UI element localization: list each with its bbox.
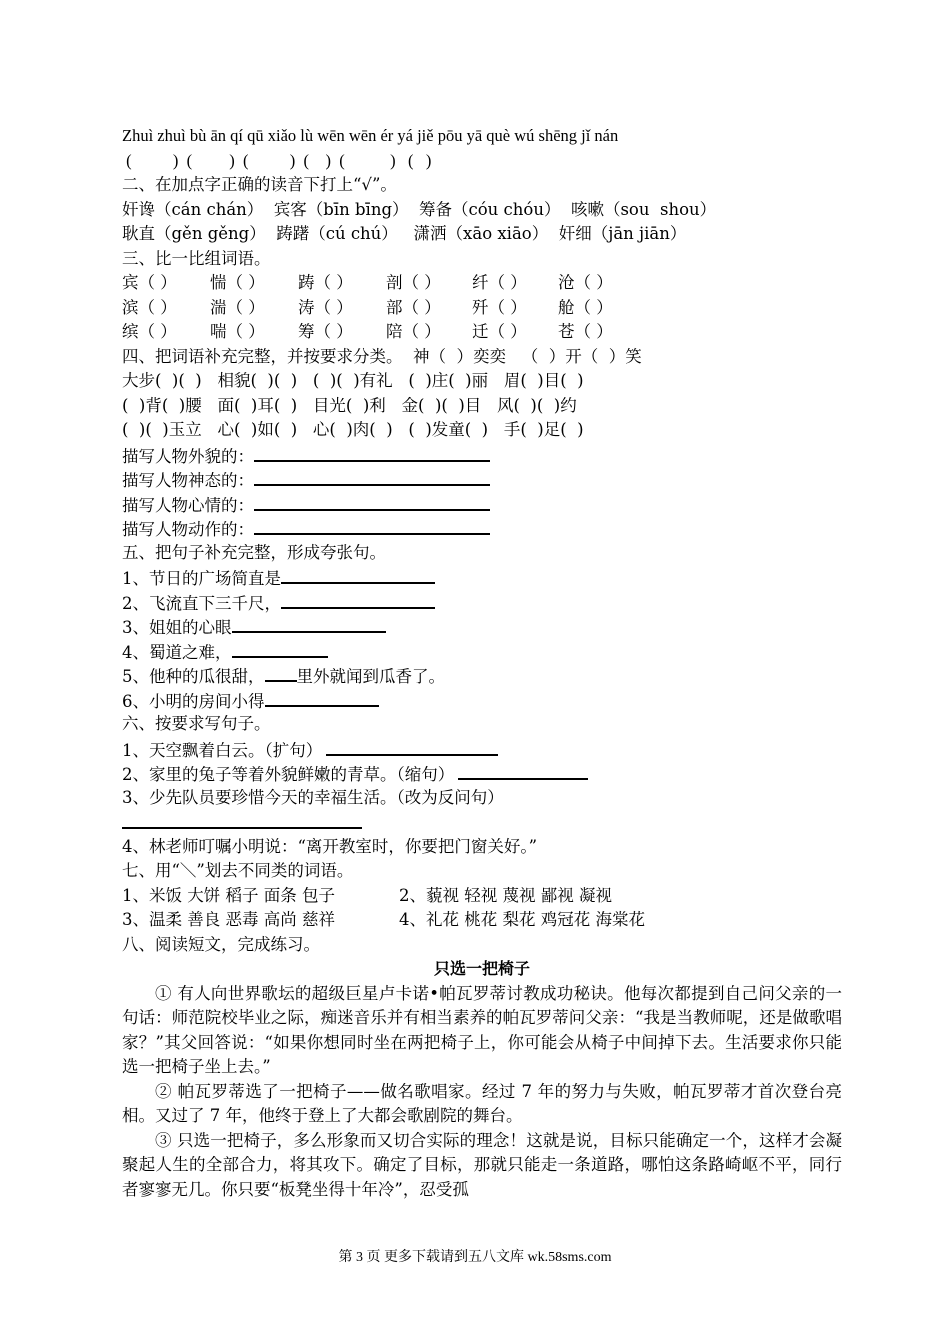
answer-blank[interactable] <box>254 492 490 511</box>
section4-heading: 四、把词语补充完整，并按要求分类。 神（ ）奕奕 （ ）开（ ）笑 <box>122 346 642 366</box>
classify-label: 描写人物神态的： <box>122 471 254 490</box>
exaggeration-item <box>122 565 842 590</box>
section3-row <box>122 296 842 321</box>
word-compare-cell: 筹（ ） <box>298 322 353 341</box>
answer-blank[interactable] <box>281 565 435 584</box>
item-text: 里外就闻到瓜香了。 <box>296 667 445 686</box>
odd-word-group: 2、藐视 轻视 蔑视 鄙视 凝视 <box>399 885 612 905</box>
section4-row2: ( )背( )腰 面( )耳( ) 目光( )利 金( )( )目 风( )( )约 <box>122 395 577 415</box>
rewrite-item: 3、少先队员要珍惜今天的幸福生活。（改为反问句） <box>122 787 504 807</box>
word-compare-cell: 迁（ ） <box>472 322 527 341</box>
item-text: 6、小明的房间小得 <box>122 691 265 711</box>
odd-word-row <box>122 908 842 933</box>
answer-blank[interactable] <box>232 614 386 633</box>
item-text: 3、姐姐的心眼 <box>122 618 232 637</box>
item-text: 2、飞流直下三千尺， <box>122 593 281 613</box>
word-compare-cell: 湍（ ） <box>210 297 265 317</box>
exaggeration-item <box>122 688 842 713</box>
odd-word-group: 4、礼花 桃花 梨花 鸡冠花 海棠花 <box>399 910 645 929</box>
word-compare-cell: 苍（ ） <box>558 322 613 341</box>
classify-appearance <box>122 443 842 468</box>
section2-row2: 耿直（gěn gěng） 踌躇（cú chú） 潇洒（xāo xiāo） 奸细（jān jiān） <box>122 224 687 243</box>
answer-blank[interactable] <box>232 639 328 658</box>
word-compare-cell: 滨（ ） <box>122 297 177 317</box>
pinyin-answer-brackets: ( ) ( ) ( ) ( ) ( ) ( ) <box>122 150 432 170</box>
answer-blank[interactable] <box>122 810 362 829</box>
section4-row1: 大步( )( ) 相貌( )( ) ( )( )有礼 ( )庄( )丽 眉( )目( ) <box>122 371 584 390</box>
exaggeration-item <box>122 614 842 639</box>
section3-heading: 三、比一比组词语。 <box>122 248 271 268</box>
item-text: 1、节日的广场简直是 <box>122 569 281 588</box>
word-compare-cell: 陪（ ） <box>386 322 441 341</box>
section2-row1: 奸谗（cán chán） 宾客（bīn bīng） 筹备（cóu chóu） 咳嗽（sou shou） <box>122 199 717 219</box>
section6-heading: 六、按要求写句子。 <box>122 714 271 733</box>
classify-label: 描写人物外貌的： <box>122 446 254 466</box>
word-compare-cell: 歼（ ） <box>472 297 527 317</box>
odd-word-group: 1、米饭 大饼 稻子 面条 包子 <box>122 885 335 905</box>
section3-row <box>122 320 842 345</box>
classify-action <box>122 516 842 541</box>
section2-heading: 二、在加点字正确的读音下打上“√”。 <box>122 175 397 194</box>
rewrite-item <box>122 761 842 786</box>
classify-label: 描写人物心情的： <box>122 495 254 515</box>
classify-expression <box>122 467 842 492</box>
item-text: 5、他种的瓜很甜， <box>122 667 265 686</box>
word-compare-cell: 喘（ ） <box>210 322 265 341</box>
passage-title: 只选一把椅子 <box>433 959 530 978</box>
section8-heading: 八、阅读短文，完成练习。 <box>122 934 320 954</box>
odd-word-group: 3、温柔 善良 恶毒 高尚 慈祥 <box>122 910 335 929</box>
answer-blank[interactable] <box>254 467 490 486</box>
answer-blank[interactable] <box>254 516 490 535</box>
passage-paragraph: ② 帕瓦罗蒂选了一把椅子——做名歌唱家。经过 7 年的努力与失败，帕瓦罗蒂才首次登台亮相。又过了 7 年，他终于登上了大都会歌剧院的舞台。 <box>122 1081 842 1125</box>
section4-row3: ( )( )玉立 心( )如( ) 心( )肉( ) ( )发童( ) 手( )足( ) <box>122 420 584 439</box>
odd-word-row <box>122 884 842 909</box>
word-compare-cell: 部（ ） <box>386 297 441 317</box>
answer-blank[interactable] <box>265 663 297 682</box>
section7-heading: 七、用“＼”划去不同类的词语。 <box>122 861 354 880</box>
passage-paragraph: ① 有人向世界歌坛的超级巨星卢卡诺•帕瓦罗蒂讨教成功秘诀。他每次都提到自己问父亲的一句话：师范院校毕业之际，痴迷音乐并有相当素养的帕瓦罗蒂问父亲：“我是当教师呢，还是做歌唱家？”其父回答说：“如果你想同时坐在两把椅子上，你可能会从椅子中间掉下去。生活要求你只能选一把椅子坐上去。” <box>122 983 842 1076</box>
exaggeration-item <box>122 639 842 664</box>
word-compare-cell: 舱（ ） <box>558 297 613 317</box>
section3-row <box>122 271 842 296</box>
item-text: 2、家里的兔子等着外貌鲜嫩的青草。（缩句） <box>122 765 455 784</box>
rewrite-item: 4、林老师叮嘱小明说：“离开教室时，你要把门窗关好。” <box>122 836 538 856</box>
item-text: 1、天空飘着白云。（扩句） <box>122 740 323 760</box>
word-compare-cell: 惴（ ） <box>210 273 265 292</box>
rewrite-answer-line <box>122 810 842 835</box>
classify-label: 描写人物动作的： <box>122 520 254 539</box>
exaggeration-item <box>122 663 842 688</box>
word-compare-cell: 剖（ ） <box>386 273 441 292</box>
word-compare-cell: 涛（ ） <box>298 297 353 317</box>
page-footer: 第 3 页 更多下载请到五八文库 wk.58sms.com <box>338 1250 612 1265</box>
word-compare-cell: 纤（ ） <box>472 273 527 292</box>
worksheet-page <box>122 124 842 1227</box>
pinyin-row: Zhuì zhuì bù ān qí qū xiǎo lù wēn wēn ér yá jiě pōu yā què wú shēng jǐ nán <box>122 126 619 145</box>
answer-blank[interactable] <box>265 688 379 707</box>
word-compare-cell: 沧（ ） <box>558 273 613 292</box>
section5-heading: 五、把句子补充完整，形成夸张句。 <box>122 542 386 562</box>
word-compare-cell: 宾（ ） <box>122 273 177 292</box>
word-compare-cell: 踌（ ） <box>298 273 353 292</box>
rewrite-item <box>122 737 842 762</box>
passage-paragraph: ③ 只选一把椅子，多么形象而又切合实际的理念！这就是说，目标只能确定一个，这样才会凝聚起人生的全部合力，将其攻下。确定了目标，那就只能走一条道路，哪怕这条路崎岖不平，同行者寥寥无几。你只要“板凳坐得十年冷”，忍受孤 <box>122 1130 842 1199</box>
word-compare-cell: 缤（ ） <box>122 322 177 341</box>
answer-blank[interactable] <box>326 737 498 756</box>
answer-blank[interactable] <box>281 590 435 609</box>
answer-blank[interactable] <box>458 761 588 780</box>
classify-mood <box>122 492 842 517</box>
exaggeration-item <box>122 590 842 615</box>
answer-blank[interactable] <box>254 443 490 462</box>
item-text: 4、蜀道之难， <box>122 642 232 662</box>
